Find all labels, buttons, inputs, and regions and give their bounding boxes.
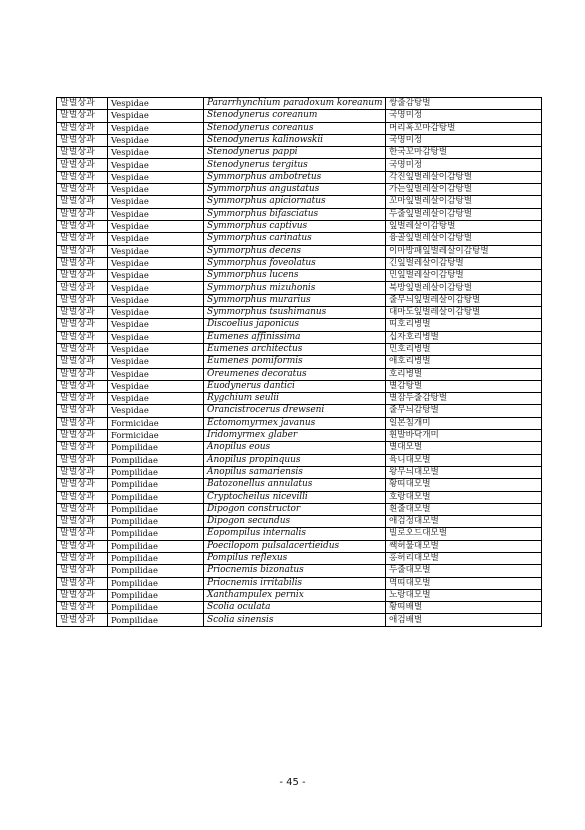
superfamily-cell: 말벌상과 [57,343,108,355]
species-cell: Orancistrocerus drewseni [204,405,386,417]
family-cell: Pompilidae [108,516,204,528]
table-row [57,294,542,306]
superfamily-cell: 말벌상과 [57,208,108,220]
species-cell: Batozonellus annulatus [204,479,386,491]
species-cell: Euodynerus dantici [204,380,386,392]
species-cell: Stenodynerus kalinowskii [204,134,386,146]
superfamily-cell: 말벌상과 [57,565,108,577]
family-cell: Vespidae [108,245,204,257]
table-row [57,577,542,589]
superfamily-cell: 말벌상과 [57,516,108,528]
species-cell: Dipogon constructor [204,503,386,515]
korean-name-cell: 호랑대모벌 [386,491,542,503]
table-row [57,417,542,429]
korean-name-cell: 대마도잎벌레살이감탕벌 [386,307,542,319]
family-cell: Pompilidae [108,602,204,614]
species-cell: Dipogon secundus [204,516,386,528]
family-cell: Vespidae [108,270,204,282]
family-cell: Vespidae [108,171,204,183]
family-cell: Vespidae [108,368,204,380]
korean-name-cell: 별대모벌 [386,442,542,454]
superfamily-cell: 말벌상과 [57,614,108,626]
korean-name-cell: 긴잎벌레살이감탕벌 [386,257,542,269]
family-cell: Vespidae [108,356,204,368]
table-row [57,307,542,319]
family-cell: Vespidae [108,233,204,245]
korean-name-cell: 줄무늬감탕벌 [386,405,542,417]
family-cell: Vespidae [108,134,204,146]
table-row [57,98,542,110]
table-row [57,331,542,343]
table-row [57,122,542,134]
family-cell: Vespidae [108,208,204,220]
table-row [57,491,542,503]
species-cell: Stenodynerus tergitus [204,159,386,171]
family-cell: Pompilidae [108,454,204,466]
korean-name-cell: 잎벌레살이감탕벌 [386,220,542,232]
family-cell: Vespidae [108,257,204,269]
family-cell: Vespidae [108,405,204,417]
species-cell: Symmorphus bifasciatus [204,208,386,220]
table-row [57,282,542,294]
family-cell: Vespidae [108,196,204,208]
korean-name-cell: 애호리병벌 [386,356,542,368]
family-cell: Vespidae [108,184,204,196]
family-cell: Vespidae [108,282,204,294]
species-cell: Symmorphus lucens [204,270,386,282]
family-cell: Pompilidae [108,552,204,564]
superfamily-cell: 말벌상과 [57,442,108,454]
species-cell: Symmorphus decens [204,245,386,257]
korean-name-cell: 황띠대모벌 [386,479,542,491]
family-cell: Vespidae [108,110,204,122]
family-cell: Vespidae [108,380,204,392]
table-row [57,380,542,392]
superfamily-cell: 말벌상과 [57,257,108,269]
species-cell: Anopilus samariensis [204,466,386,478]
species-cell: Anopilus propinquus [204,454,386,466]
species-cell: Rygchium seulii [204,393,386,405]
superfamily-cell: 말벌상과 [57,110,108,122]
korean-name-cell: 일본침개미 [386,417,542,429]
family-cell: Pompilidae [108,466,204,478]
family-cell: Vespidae [108,220,204,232]
species-cell: Iridomyrmex glaber [204,430,386,442]
species-cell: Pompilus reflexus [204,552,386,564]
korean-name-cell: 육니대모벌 [386,454,542,466]
table-row [57,356,542,368]
superfamily-cell: 말벌상과 [57,147,108,159]
table-row [57,430,542,442]
table-row [57,393,542,405]
korean-name-cell: 홍허리대모벌 [386,552,542,564]
korean-name-cell: 북방잎벌레살이감탕벌 [386,282,542,294]
korean-name-cell: 국명미정 [386,159,542,171]
korean-name-cell: 노랑대모벌 [386,589,542,601]
species-cell: Symmorphus foveolatus [204,257,386,269]
superfamily-cell: 말벌상과 [57,270,108,282]
korean-name-cell: 줄무늬잎벌레살이감탕벌 [386,294,542,306]
family-cell: Pompilidae [108,479,204,491]
korean-name-cell: 황띠배벌 [386,602,542,614]
species-cell: Stenodynerus coreanum [204,110,386,122]
family-cell: Pompilidae [108,577,204,589]
korean-name-cell: 민호리병벌 [386,343,542,355]
species-cell: Eumenes architectus [204,343,386,355]
family-cell: Vespidae [108,159,204,171]
superfamily-cell: 말벌상과 [57,196,108,208]
korean-name-cell: 애검배벌 [386,614,542,626]
superfamily-cell: 말벌상과 [57,368,108,380]
table-row [57,184,542,196]
korean-name-cell: 멱띠대모벌 [386,577,542,589]
species-cell: Xanthampulex pernix [204,589,386,601]
korean-name-cell: 두줄잎벌레살이감탕벌 [386,208,542,220]
superfamily-cell: 말벌상과 [57,319,108,331]
korean-name-cell: 한국꼬마감탕벌 [386,147,542,159]
table-row [57,405,542,417]
korean-name-cell: 꼬마잎벌레살이감탕벌 [386,196,542,208]
species-cell: Symmorphus ambotretus [204,171,386,183]
family-cell: Vespidae [108,294,204,306]
table-row [57,540,542,552]
table-row [57,208,542,220]
table-row [57,110,542,122]
korean-name-cell: 각진잎벌레살이감탕벌 [386,171,542,183]
korean-name-cell: 민잎벌레살이감탕벌 [386,270,542,282]
table-row [57,516,542,528]
superfamily-cell: 말벌상과 [57,331,108,343]
korean-name-cell: 별감탕벌 [386,380,542,392]
family-cell: Pompilidae [108,589,204,601]
superfamily-cell: 말벌상과 [57,380,108,392]
superfamily-cell: 말벌상과 [57,479,108,491]
species-cell: Oreumenes decoratus [204,368,386,380]
superfamily-cell: 말벌상과 [57,405,108,417]
species-cell: Ectomomyrmex javanus [204,417,386,429]
species-cell: Discoelius japonicus [204,319,386,331]
korean-name-cell: 융골잎벌레살이감탕벌 [386,233,542,245]
superfamily-cell: 말벌상과 [57,356,108,368]
family-cell: Vespidae [108,393,204,405]
species-cell: Poecilopom pulsalacertieidus [204,540,386,552]
korean-name-cell: 빌로오드대모벌 [386,528,542,540]
table-row [57,466,542,478]
superfamily-cell: 말벌상과 [57,528,108,540]
species-cell: Symmorphus angustatus [204,184,386,196]
korean-name-cell: 호리병벌 [386,368,542,380]
korean-name-cell: 왕무늬대모벌 [386,466,542,478]
species-cell: Eumenes pomiformis [204,356,386,368]
family-cell: Vespidae [108,147,204,159]
family-cell: Pompilidae [108,442,204,454]
table-row [57,614,542,626]
species-table [56,97,542,627]
table-row [57,134,542,146]
table-row [57,552,542,564]
table-row [57,343,542,355]
species-table-body [57,98,542,627]
species-cell: Eopompilus internalis [204,528,386,540]
family-cell: Pompilidae [108,491,204,503]
superfamily-cell: 말벌상과 [57,245,108,257]
table-row [57,602,542,614]
superfamily-cell: 말벌상과 [57,577,108,589]
table-row [57,245,542,257]
table-row [57,196,542,208]
superfamily-cell: 말벌상과 [57,294,108,306]
table-row [57,233,542,245]
superfamily-cell: 말벌상과 [57,184,108,196]
table-row [57,503,542,515]
superfamily-cell: 말벌상과 [57,417,108,429]
family-cell: Formicidae [108,417,204,429]
superfamily-cell: 말벌상과 [57,540,108,552]
korean-name-cell: 십자호리병벌 [386,331,542,343]
table-row [57,257,542,269]
korean-name-cell: 두줄대모벌 [386,565,542,577]
korean-name-cell: 국명미정 [386,110,542,122]
table-row [57,319,542,331]
species-cell: Cryptocheilus nicevilli [204,491,386,503]
family-cell: Vespidae [108,331,204,343]
superfamily-cell: 말벌상과 [57,430,108,442]
superfamily-cell: 말벌상과 [57,220,108,232]
family-cell: Vespidae [108,122,204,134]
species-cell: Stenodynerus pappi [204,147,386,159]
superfamily-cell: 말벌상과 [57,466,108,478]
family-cell: Vespidae [108,319,204,331]
superfamily-cell: 말벌상과 [57,171,108,183]
family-cell: Pompilidae [108,528,204,540]
superfamily-cell: 말벌상과 [57,503,108,515]
korean-name-cell: 별잠두줄감탕벌 [386,393,542,405]
korean-name-cell: 머리혹꼬마감탕벌 [386,122,542,134]
superfamily-cell: 말벌상과 [57,602,108,614]
family-cell: Pompilidae [108,540,204,552]
korean-name-cell: 띠호리병벌 [386,319,542,331]
page-number: - 45 - [279,777,306,788]
species-cell: Symmorphus mizuhonis [204,282,386,294]
korean-name-cell: 쌍줄감탕벌 [386,98,542,110]
family-cell: Vespidae [108,343,204,355]
species-cell: Eumenes affinissima [204,331,386,343]
superfamily-cell: 말벌상과 [57,282,108,294]
korean-name-cell: 흰줄대모벌 [386,503,542,515]
table-row [57,171,542,183]
table-row [57,454,542,466]
table-row [57,368,542,380]
table-row [57,528,542,540]
species-cell: Symmorphus carinatus [204,233,386,245]
family-cell: Vespidae [108,98,204,110]
species-cell: Symmorphus apiciornatus [204,196,386,208]
species-cell: Symmorphus tsushimanus [204,307,386,319]
korean-name-cell: 가는잎벌레살이감탕벌 [386,184,542,196]
superfamily-cell: 말벌상과 [57,98,108,110]
table-row [57,565,542,577]
table-row [57,270,542,282]
superfamily-cell: 말벌상과 [57,393,108,405]
superfamily-cell: 말벌상과 [57,454,108,466]
species-cell: Anopilus eous [204,442,386,454]
table-row [57,589,542,601]
superfamily-cell: 말벌상과 [57,589,108,601]
table-row [57,442,542,454]
table-row [57,147,542,159]
species-cell: Pararrhynchium paradoxum koreanum [204,98,386,110]
species-cell: Scolia sinensis [204,614,386,626]
korean-name-cell: 이마방패잎벌레살이감탕벌 [386,245,542,257]
family-cell: Pompilidae [108,614,204,626]
species-cell: Symmorphus murarius [204,294,386,306]
table-row [57,220,542,232]
species-cell: Priocnemis irritabilis [204,577,386,589]
species-cell: Stenodynerus coreanus [204,122,386,134]
superfamily-cell: 말벌상과 [57,233,108,245]
superfamily-cell: 말벌상과 [57,122,108,134]
superfamily-cell: 말벌상과 [57,134,108,146]
table-row [57,479,542,491]
species-cell: Symmorphus captivus [204,220,386,232]
korean-name-cell: 쌕허물대모벌 [386,540,542,552]
korean-name-cell: 애검정대모벌 [386,516,542,528]
family-cell: Pompilidae [108,503,204,515]
species-cell: Scolia oculata [204,602,386,614]
superfamily-cell: 말벌상과 [57,552,108,564]
superfamily-cell: 말벌상과 [57,159,108,171]
family-cell: Formicidae [108,430,204,442]
superfamily-cell: 말벌상과 [57,491,108,503]
species-cell: Priocnemis bizonatus [204,565,386,577]
superfamily-cell: 말벌상과 [57,307,108,319]
korean-name-cell: 휜발바닥개미 [386,430,542,442]
korean-name-cell: 국명미정 [386,134,542,146]
table-row [57,159,542,171]
family-cell: Vespidae [108,307,204,319]
family-cell: Pompilidae [108,565,204,577]
